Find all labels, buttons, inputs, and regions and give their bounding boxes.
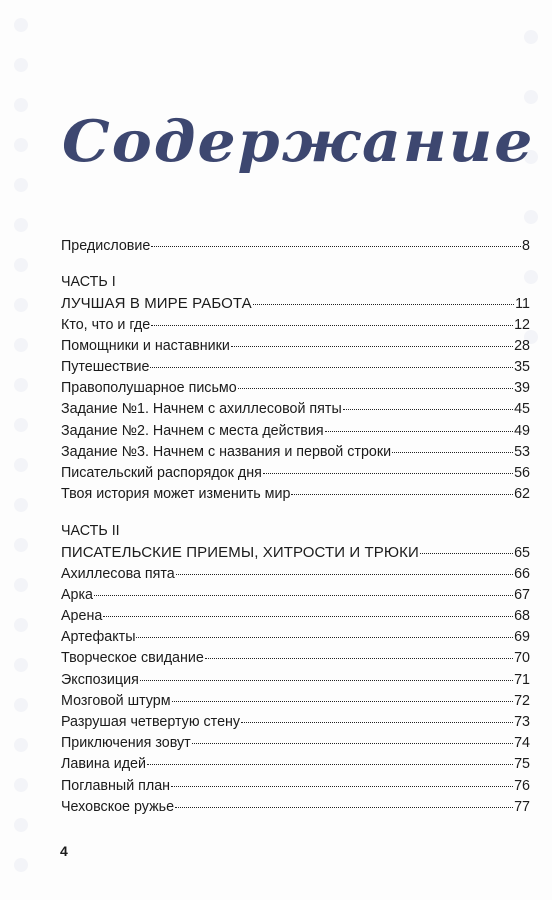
toc-entry-title: Приключения зовут	[61, 735, 191, 752]
toc-entry[interactable]	[61, 670, 530, 691]
dot-leader	[94, 594, 513, 596]
dot-leader	[175, 806, 513, 808]
toc-part-2-heading[interactable]	[61, 542, 530, 563]
toc-entry-page: 8	[522, 238, 530, 254]
toc-entry-page: 74	[514, 735, 530, 752]
toc-entry-title: Твоя история может изменить мир	[61, 486, 291, 503]
toc-entry-title: Задание №2. Начнем с места действия	[61, 422, 324, 439]
toc-entry-page: 68	[514, 608, 530, 624]
toc-entry[interactable]	[61, 712, 530, 733]
toc-entry-page: 75	[514, 756, 530, 773]
dot-leader	[325, 430, 513, 432]
toc-entry[interactable]	[61, 315, 530, 336]
toc-entry-page: 66	[514, 565, 530, 582]
toc-entry-title: Мозговой штурм	[61, 692, 171, 709]
toc-entry[interactable]	[61, 378, 530, 399]
toc-entry[interactable]	[61, 421, 530, 442]
toc-entry[interactable]	[61, 754, 530, 775]
dot-leader	[241, 721, 513, 723]
binding-holes-left	[8, 0, 36, 900]
toc-entry-title: Экспозиция	[61, 671, 139, 688]
toc-entry-page: 71	[514, 671, 530, 688]
toc-entry[interactable]	[61, 733, 530, 754]
toc-entry[interactable]	[61, 627, 530, 648]
dot-leader	[103, 615, 513, 617]
table-of-contents	[61, 236, 530, 818]
dot-leader	[253, 303, 514, 305]
toc-entry-title: Артефакты	[61, 629, 136, 646]
toc-entry-page: 53	[514, 443, 530, 460]
dot-leader	[238, 387, 513, 389]
toc-entry-title: Кто, что и где	[61, 316, 151, 333]
dot-leader	[420, 552, 513, 554]
dot-leader	[291, 493, 513, 495]
toc-entry-page: 73	[514, 713, 530, 730]
dot-leader	[263, 472, 513, 474]
page-number: 4	[60, 843, 68, 859]
part-2-label: ЧАСТЬ II	[61, 523, 120, 540]
toc-entry-page: 39	[514, 380, 530, 397]
toc-entry[interactable]	[61, 606, 530, 627]
toc-entry-page: 69	[514, 629, 530, 646]
toc-entry-page: 56	[514, 464, 530, 481]
toc-entry[interactable]	[61, 336, 530, 357]
toc-entry-title: Задание №1. Начнем с ахиллесовой пяты	[61, 401, 342, 418]
dot-leader	[147, 763, 513, 765]
dot-leader	[343, 408, 513, 410]
toc-entry-page: 70	[514, 650, 530, 667]
toc-entry-page: 12	[514, 316, 530, 333]
dot-leader	[136, 636, 513, 638]
toc-entry-title: Арка	[61, 586, 94, 603]
toc-entry-title: Лавина идей	[61, 756, 146, 773]
dot-leader	[151, 324, 513, 326]
dot-leader	[192, 742, 513, 744]
toc-entry-page: 72	[514, 692, 530, 709]
dot-leader	[231, 345, 513, 347]
toc-entry-title: Правополушарное письмо	[61, 380, 237, 397]
toc-entry[interactable]	[61, 442, 530, 463]
toc-entry-page: 62	[514, 486, 530, 503]
toc-entry[interactable]	[61, 648, 530, 669]
toc-entry-title: Чеховское ружье	[61, 798, 175, 815]
toc-entry[interactable]	[61, 399, 530, 420]
dot-leader	[176, 573, 513, 575]
toc-entry[interactable]	[61, 564, 530, 585]
toc-entry-preface[interactable]	[61, 236, 530, 257]
page-title: Содержание	[62, 108, 535, 176]
toc-entry-title: Путешествие	[61, 358, 150, 375]
toc-entry[interactable]	[61, 585, 530, 606]
toc-entry-page: 45	[514, 401, 530, 418]
dot-leader	[140, 679, 513, 681]
dot-leader	[151, 245, 521, 247]
spacer	[61, 505, 530, 521]
toc-entry[interactable]	[61, 357, 530, 378]
toc-entry-title: Ахиллесова пята	[61, 565, 175, 582]
toc-entry-title: Помощники и наставники	[61, 337, 230, 354]
toc-entry-page: 11	[515, 296, 530, 313]
toc-entry-title: Задание №3. Начнем с названия и первой строки	[61, 443, 392, 460]
toc-entry-title: Творческое свидание	[61, 650, 204, 667]
toc-part-1-heading[interactable]	[61, 293, 530, 314]
toc-entry-page: 65	[514, 545, 530, 562]
dot-leader	[171, 785, 513, 787]
toc-entry-page: 67	[514, 586, 530, 603]
dot-leader	[205, 657, 513, 659]
toc-entry[interactable]	[61, 797, 530, 818]
dot-leader	[392, 451, 513, 453]
toc-entry-page: 76	[514, 777, 530, 794]
toc-entry-page: 35	[514, 358, 530, 375]
toc-entry[interactable]	[61, 484, 530, 505]
toc-entry[interactable]	[61, 691, 530, 712]
toc-entry[interactable]	[61, 463, 530, 484]
toc-entry-title: Арена	[61, 608, 103, 624]
toc-entry-title: Предисловие	[61, 238, 151, 254]
toc-entry-page: 49	[514, 422, 530, 439]
spacer	[61, 257, 530, 272]
toc-entry-title: ЛУЧШАЯ В МИРЕ РАБОТА	[61, 295, 252, 313]
toc-entry[interactable]	[61, 776, 530, 797]
toc-entry-title: ПИСАТЕЛЬСКИЕ ПРИЕМЫ, ХИТРОСТИ И ТРЮКИ	[61, 544, 419, 562]
toc-entry-title: Поглавный план	[61, 777, 171, 794]
toc-entry-title: Разрушая четвертую стену	[61, 713, 241, 730]
dot-leader	[150, 366, 513, 368]
toc-entry-page: 77	[514, 798, 530, 815]
part-1-label: ЧАСТЬ I	[61, 274, 116, 291]
dot-leader	[172, 700, 514, 702]
toc-entry-page: 28	[514, 337, 530, 354]
toc-entry-title: Писательский распорядок дня	[61, 464, 262, 481]
